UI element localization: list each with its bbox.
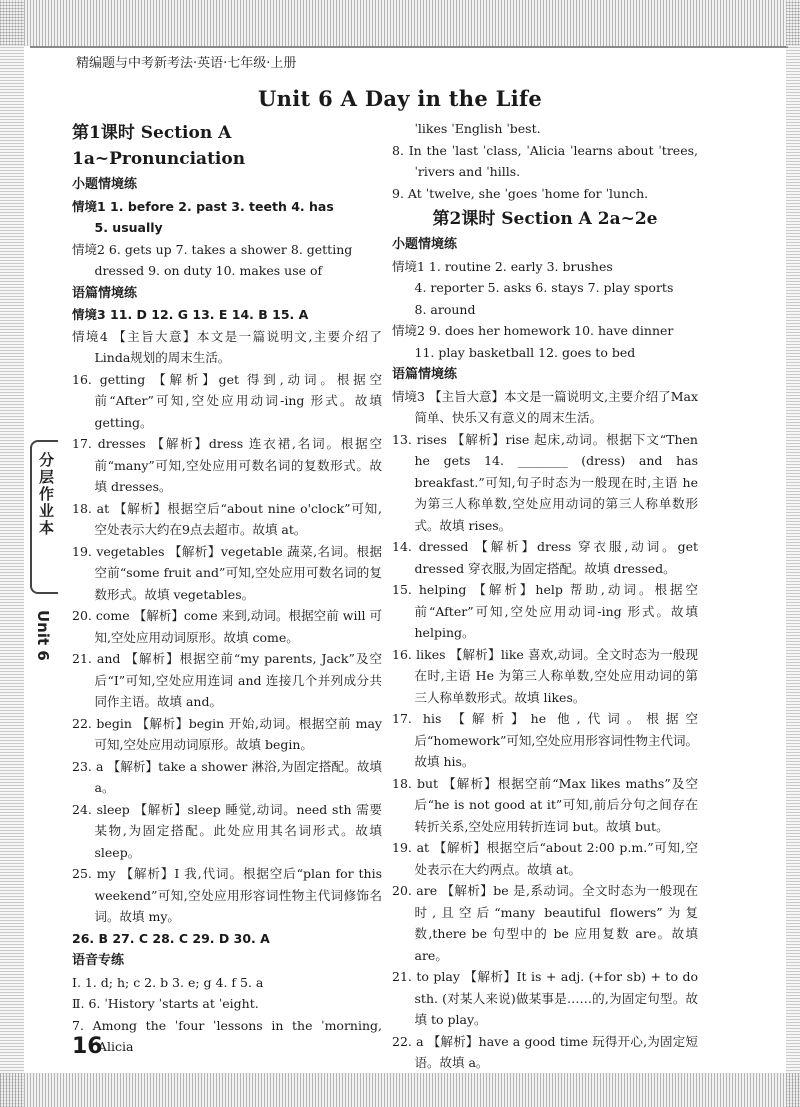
answer-line: 情境2 9. does her homework 10. have dinner	[392, 323, 674, 338]
header-rule	[30, 46, 788, 48]
explanation-item: 23. a 【解析】take a shower 淋浴,为固定搭配。故填 a。	[72, 758, 382, 795]
scan-border-left	[0, 0, 24, 1107]
lesson-title: 第1课时 Section A 1a~Pronunciation	[72, 123, 246, 169]
explanation-item: 19. vegetables 【解析】vegetable 蔬菜,名词。根据空前“some fruit and”可知,空处应用可数名词的复数形式。故填 vegetables。	[72, 543, 382, 602]
explanation-item: 21. to play 【解析】It is + adj. (+for sb) + to do sth. (对某人来说)做某事是……的,为固定句型。故填 to play。	[392, 969, 698, 1027]
section-heading: 语篇情境练	[72, 285, 138, 301]
explanation-item: 22. begin 【解析】begin 开始,动词。根据空前 may 可知,空处应用动词原形。故填 begin。	[72, 715, 382, 752]
answer-line: 11. play basketball 12. goes to bed	[414, 344, 636, 360]
answer-line: 8. around	[414, 301, 476, 317]
answer-line: Ⅰ. 1. d; h; c 2. b 3. e; g 4. f 5. a	[72, 974, 264, 990]
left-column	[72, 118, 382, 1058]
explanation-item: 24. sleep 【解析】sleep 睡觉,动词。need sth 需要某物,为固定搭配。此处应用其名词形式。故填 sleep。	[72, 801, 382, 860]
explanation-item: 15. helping 【解析】help 帮助,动词。根据空前“After”可知,空处应用动词-ing 形式。故填 helping。	[392, 582, 698, 640]
unit-title: Unit 6 A Day in the Life	[258, 86, 542, 111]
explanation-item: 20. are 【解析】be 是,系动词。全文时态为一般现在时,且空后“many beautiful flowers”为复数,there be 句型中的 be 应用复数 are。故填 are。	[392, 883, 698, 963]
explanation-item: 18. but 【解析】根据空前“Max likes maths”及空后“he is not good at it”可知,前后分句之间存在转折关系,空处应用转折连词 but。故填 but。	[392, 775, 698, 834]
answer-line: dressed 9. on duty 10. makes use of	[94, 263, 323, 278]
answer-line: 4. reporter 5. asks 6. stays 7. play sports	[414, 280, 674, 295]
explanation-item: 14. dressed 【解析】dress 穿衣服,动词。get dressed 穿衣服,为固定搭配。故填 dressed。	[392, 539, 698, 576]
answer-line: 9. At ˈtwelve, she ˈgoes ˈhome for ˈlunch.	[392, 185, 649, 201]
page-number: 16	[72, 1034, 103, 1059]
answer-line: 情境1 1. routine 2. early 3. brushes	[392, 258, 613, 274]
scan-border-top	[0, 0, 800, 46]
explanation-item: 19. at 【解析】根据空后“about 2:00 p.m.”可知,空处表示在大约两点。故填 at。	[392, 840, 698, 877]
explanation-item: 17. dresses 【解析】dress 连衣裙,名词。根据空前“many”可知,空处应用可数名词的复数形式。故填 dresses。	[72, 436, 382, 494]
answer-line: Ⅱ. 6. ˈHistory ˈstarts at ˈeight.	[72, 996, 259, 1011]
answer-line: 7. Among the ˈfour ˈlessons in the ˈmorning, ˈAlicia	[72, 1017, 382, 1054]
scan-border-right	[786, 0, 800, 1107]
section-heading: 语篇情境练	[392, 367, 458, 382]
explanation-item: 20. come 【解析】come 来到,动词。根据空前 will 可知,空处应用动词原形。故填 come。	[72, 608, 382, 645]
answer-line: 8. In the ˈlast ˈclass, ˈAlicia ˈlearns about ˈtrees, ˈrivers and ˈhills.	[392, 142, 698, 179]
explanation-item: 21. and 【解析】根据空前“my parents, Jack”及空后“I”可知,空处应用连词 and 连接几个并列成分共同作主语。故填 and。	[72, 651, 382, 709]
side-unit-label: Unit 6	[34, 610, 52, 661]
section-heading: 小题情境练	[72, 177, 138, 192]
answer-line: 情境3 11. D 12. G 13. E 14. B 15. A	[72, 307, 309, 322]
side-tab-label: 分层作业本	[37, 452, 55, 537]
explanation-item: 16. getting 【解析】get 得到,动词。根据空前“After”可知,空处应用动词-ing 形式。故填 getting。	[72, 371, 382, 430]
answer-line: 5. usually	[94, 220, 163, 235]
answer-line: ˈlikes ˈEnglish ˈbest.	[414, 121, 541, 136]
answer-line: 情境1 1. before 2. past 3. teeth 4. has	[72, 198, 334, 214]
explanation-item: 13. rises 【解析】rise 起床,动词。根据下文“Then he gets 14. ________ (dress) and has breakfast.”可知,句子时态为一般现在时,主语 he 为第三人称单数,空处应用动词的第三人称单数形式。故填 rises。	[392, 431, 698, 533]
right-column	[392, 118, 698, 1074]
main-idea: 情境3 【主旨大意】本文是一篇说明文,主要介绍了Max 简单、快乐又有意义的周末生活。	[392, 388, 698, 425]
lesson-title: 第2课时 Section A 2a~2e	[432, 209, 658, 229]
answer-line: 情境2 6. gets up 7. takes a shower 8. getting	[72, 241, 353, 257]
explanation-item: 16. likes 【解析】like 喜欢,动词。全文时态为一般现在时,主语 He 为第三人称单数,空处应用动词的第三人称单数形式。故填 likes。	[392, 646, 698, 705]
running-header: 精编题与中考新考法·英语·七年级·上册	[76, 56, 297, 71]
main-idea: 情境4 【主旨大意】本文是一篇说明文,主要介绍了Linda规划的周末生活。	[72, 328, 382, 365]
explanation-item: 17. his 【解析】he 他,代词。根据空后“homework”可知,空处应用形容词性物主代词。故填 his。	[392, 711, 698, 769]
scan-border-bottom	[0, 1073, 800, 1107]
explanation-item: 25. my 【解析】I 我,代词。根据空后“plan for this weekend”可知,空处应用形容词性物主代词修饰名词。故填 my。	[72, 866, 382, 924]
explanation-item: 18. at 【解析】根据空后“about nine o'clock”可知,空处表示大约在9点去超市。故填 at。	[72, 500, 382, 537]
section-heading: 语音专练	[72, 953, 125, 968]
side-tab	[30, 440, 58, 594]
answer-line: 26. B 27. C 28. C 29. D 30. A	[72, 930, 270, 946]
explanation-item: 22. a 【解析】have a good time 玩得开心,为固定短语。故填 a。	[392, 1033, 698, 1070]
section-heading: 小题情境练	[392, 237, 458, 252]
